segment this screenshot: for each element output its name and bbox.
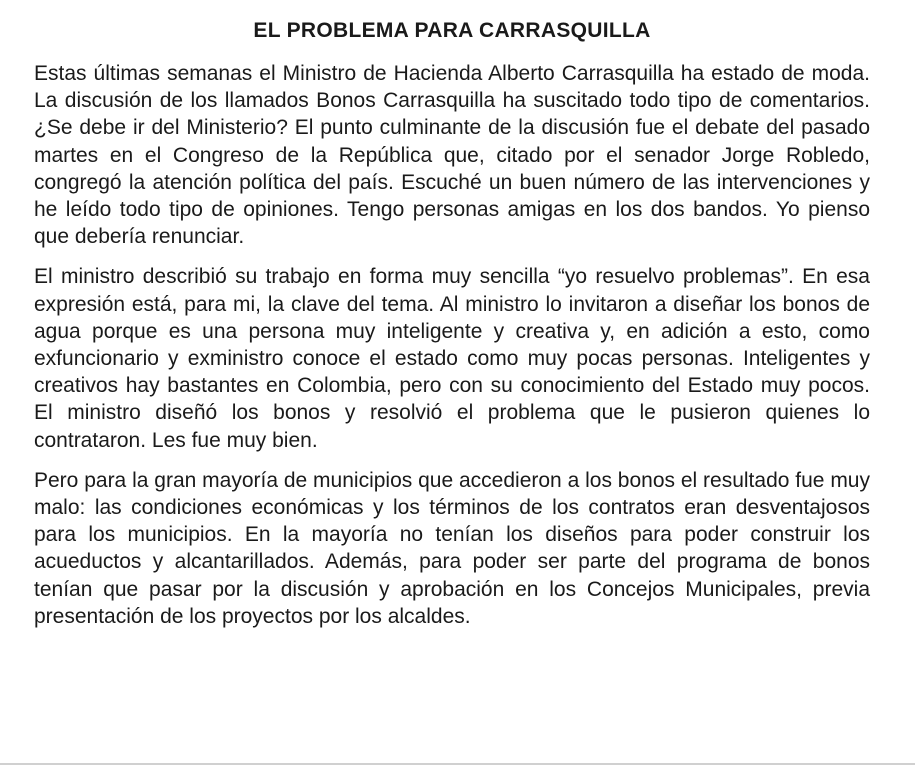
document-title: EL PROBLEMA PARA CARRASQUILLA	[253, 19, 651, 42]
document-page	[34, 16, 870, 643]
paragraph-3: Pero para la gran mayoría de municipios que accedieron a los bonos el resultado fue muy malo: las condiciones económicas y los términos de los contratos eran desventajosos para los municipios. En la mayoría no tenían los diseños para poder construir los acueductos y alcantarillados. Además, para poder ser parte del programa de bonos tenían que pasar por la discusión y aprobación en los Concejos Municipales, previa presentación de los proyectos por los alcaldes.	[34, 468, 870, 628]
paragraph-2: El ministro describió su trabajo en forma muy sencilla “yo resuelvo problemas”. En esa expresión está, para mi, la clave del tema. Al ministro lo invitaron a diseñar los bonos de agua porque es una persona muy inteligente y creativa y, en adición a esto, como exfuncionario y exministro conoce el estado como muy pocas personas. Inteligentes y creativos hay bastantes en Colombia, pero con su conocimiento del Estado muy pocos. El ministro diseñó los bonos y resolvió el problema que le pusieron quienes lo contrataron. Les fue muy bien.	[34, 265, 870, 452]
paragraph-1: Estas últimas semanas el Ministro de Hacienda Alberto Carrasquilla ha estado de moda. La discusión de los llamados Bonos Carrasquilla ha suscitado todo tipo de comentarios. ¿Se debe ir del Ministerio? El punto culminante de la discusión fue el debate del pasado martes en el Congreso de la República que, citado por el senador Jorge Robledo, congregó la atención política del país. Escuché un buen número de las intervenciones y he leído todo tipo de opiniones. Tengo personas amigas en los dos bandos. Yo pienso que debería renunciar.	[34, 62, 870, 249]
